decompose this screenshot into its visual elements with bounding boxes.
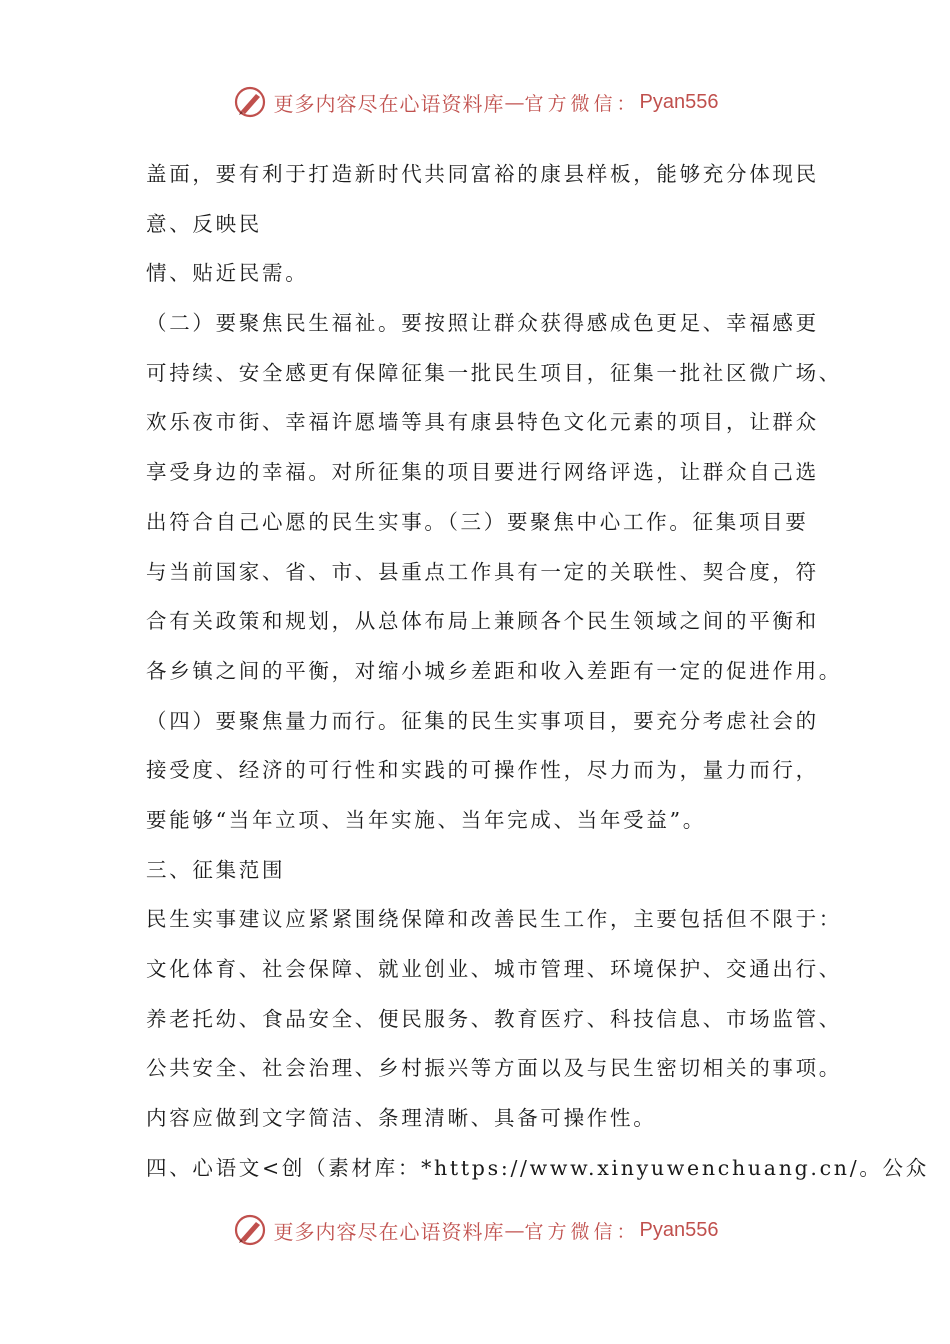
footer-separator: — [504,1218,525,1242]
text-line: 接受度、经济的可行性和实践的可操作性，尽力而为，量力而行， [146,758,819,783]
text-line: （四）要聚焦量力而行。征集的民生实事项目，要充分考虑社会的 [146,708,819,733]
pen-logo-icon [232,1212,268,1248]
text-line: 情、贴近民需。 [146,261,309,286]
text-line: 四、心语文<创（素材库：*https://www.xinyuwenchuang.cn/。公众 [146,1155,929,1180]
pen-logo-icon [232,84,268,120]
footer-banner [0,1210,950,1250]
text-line: 民生实事建议应紧紧围绕保障和改善民生工作，主要包括但不限于： [146,907,842,932]
text-line: 意、反映民 [146,211,262,236]
header-contact-label: 官方微信： [524,92,640,115]
text-line: 欢乐夜市街、幸福许愿墙等具有康县特色文化元素的项目，让群众 [146,410,819,435]
footer-contact-label: 官方微信： [524,1220,640,1243]
text-line: 各乡镇之间的平衡，对缩小城乡差距和收入差距有一定的促进作用。 [146,658,842,683]
header-banner [0,82,950,122]
text-line: 出符合自己心愿的民生实事。（三）要聚焦中心工作。征集项目要 [146,509,809,534]
footer-wechat-id: Pyan556 [639,1218,719,1241]
header-separator: — [504,90,525,114]
text-line: 文化体育、社会保障、就业创业、城市管理、环境保护、交通出行、 [146,957,842,981]
text-line: （二）要聚焦民生福祉。要按照让群众获得感成色更足、幸福感更 [146,311,819,336]
section-heading: 三、征集范围 [146,857,286,882]
text-line: 盖面，要有利于打造新时代共同富裕的康县样板，能够充分体现民 [146,162,819,186]
header-brand-text: 更多内容尽在心语资料库 [273,91,505,116]
document-body [146,150,929,1193]
text-line: 享受身边的幸福。对所征集的项目要进行网络评选，让群众自己选 [146,460,819,485]
text-line: 可持续、安全感更有保障征集一批民生项目，征集一批社区微广场、 [146,360,842,385]
text-line: 内容应做到文字简洁、条理清晰、具备可操作性。 [146,1106,657,1131]
text-line: 公共安全、社会治理、乡村振兴等方面以及与民生密切相关的事项。 [146,1056,842,1081]
header-wechat-id: Pyan556 [639,90,719,113]
text-line: 要能够“当年立项、当年实施、当年完成、当年受益”。 [146,807,706,832]
text-line: 与当前国家、省、市、县重点工作具有一定的关联性、契合度，符 [146,559,819,584]
footer-brand-text: 更多内容尽在心语资料库 [273,1219,505,1244]
text-line: 养老托幼、食品安全、便民服务、教育医疗、科技信息、市场监管、 [146,1006,842,1031]
text-line: 合有关政策和规划，从总体布局上兼顾各个民生领域之间的平衡和 [146,609,819,634]
